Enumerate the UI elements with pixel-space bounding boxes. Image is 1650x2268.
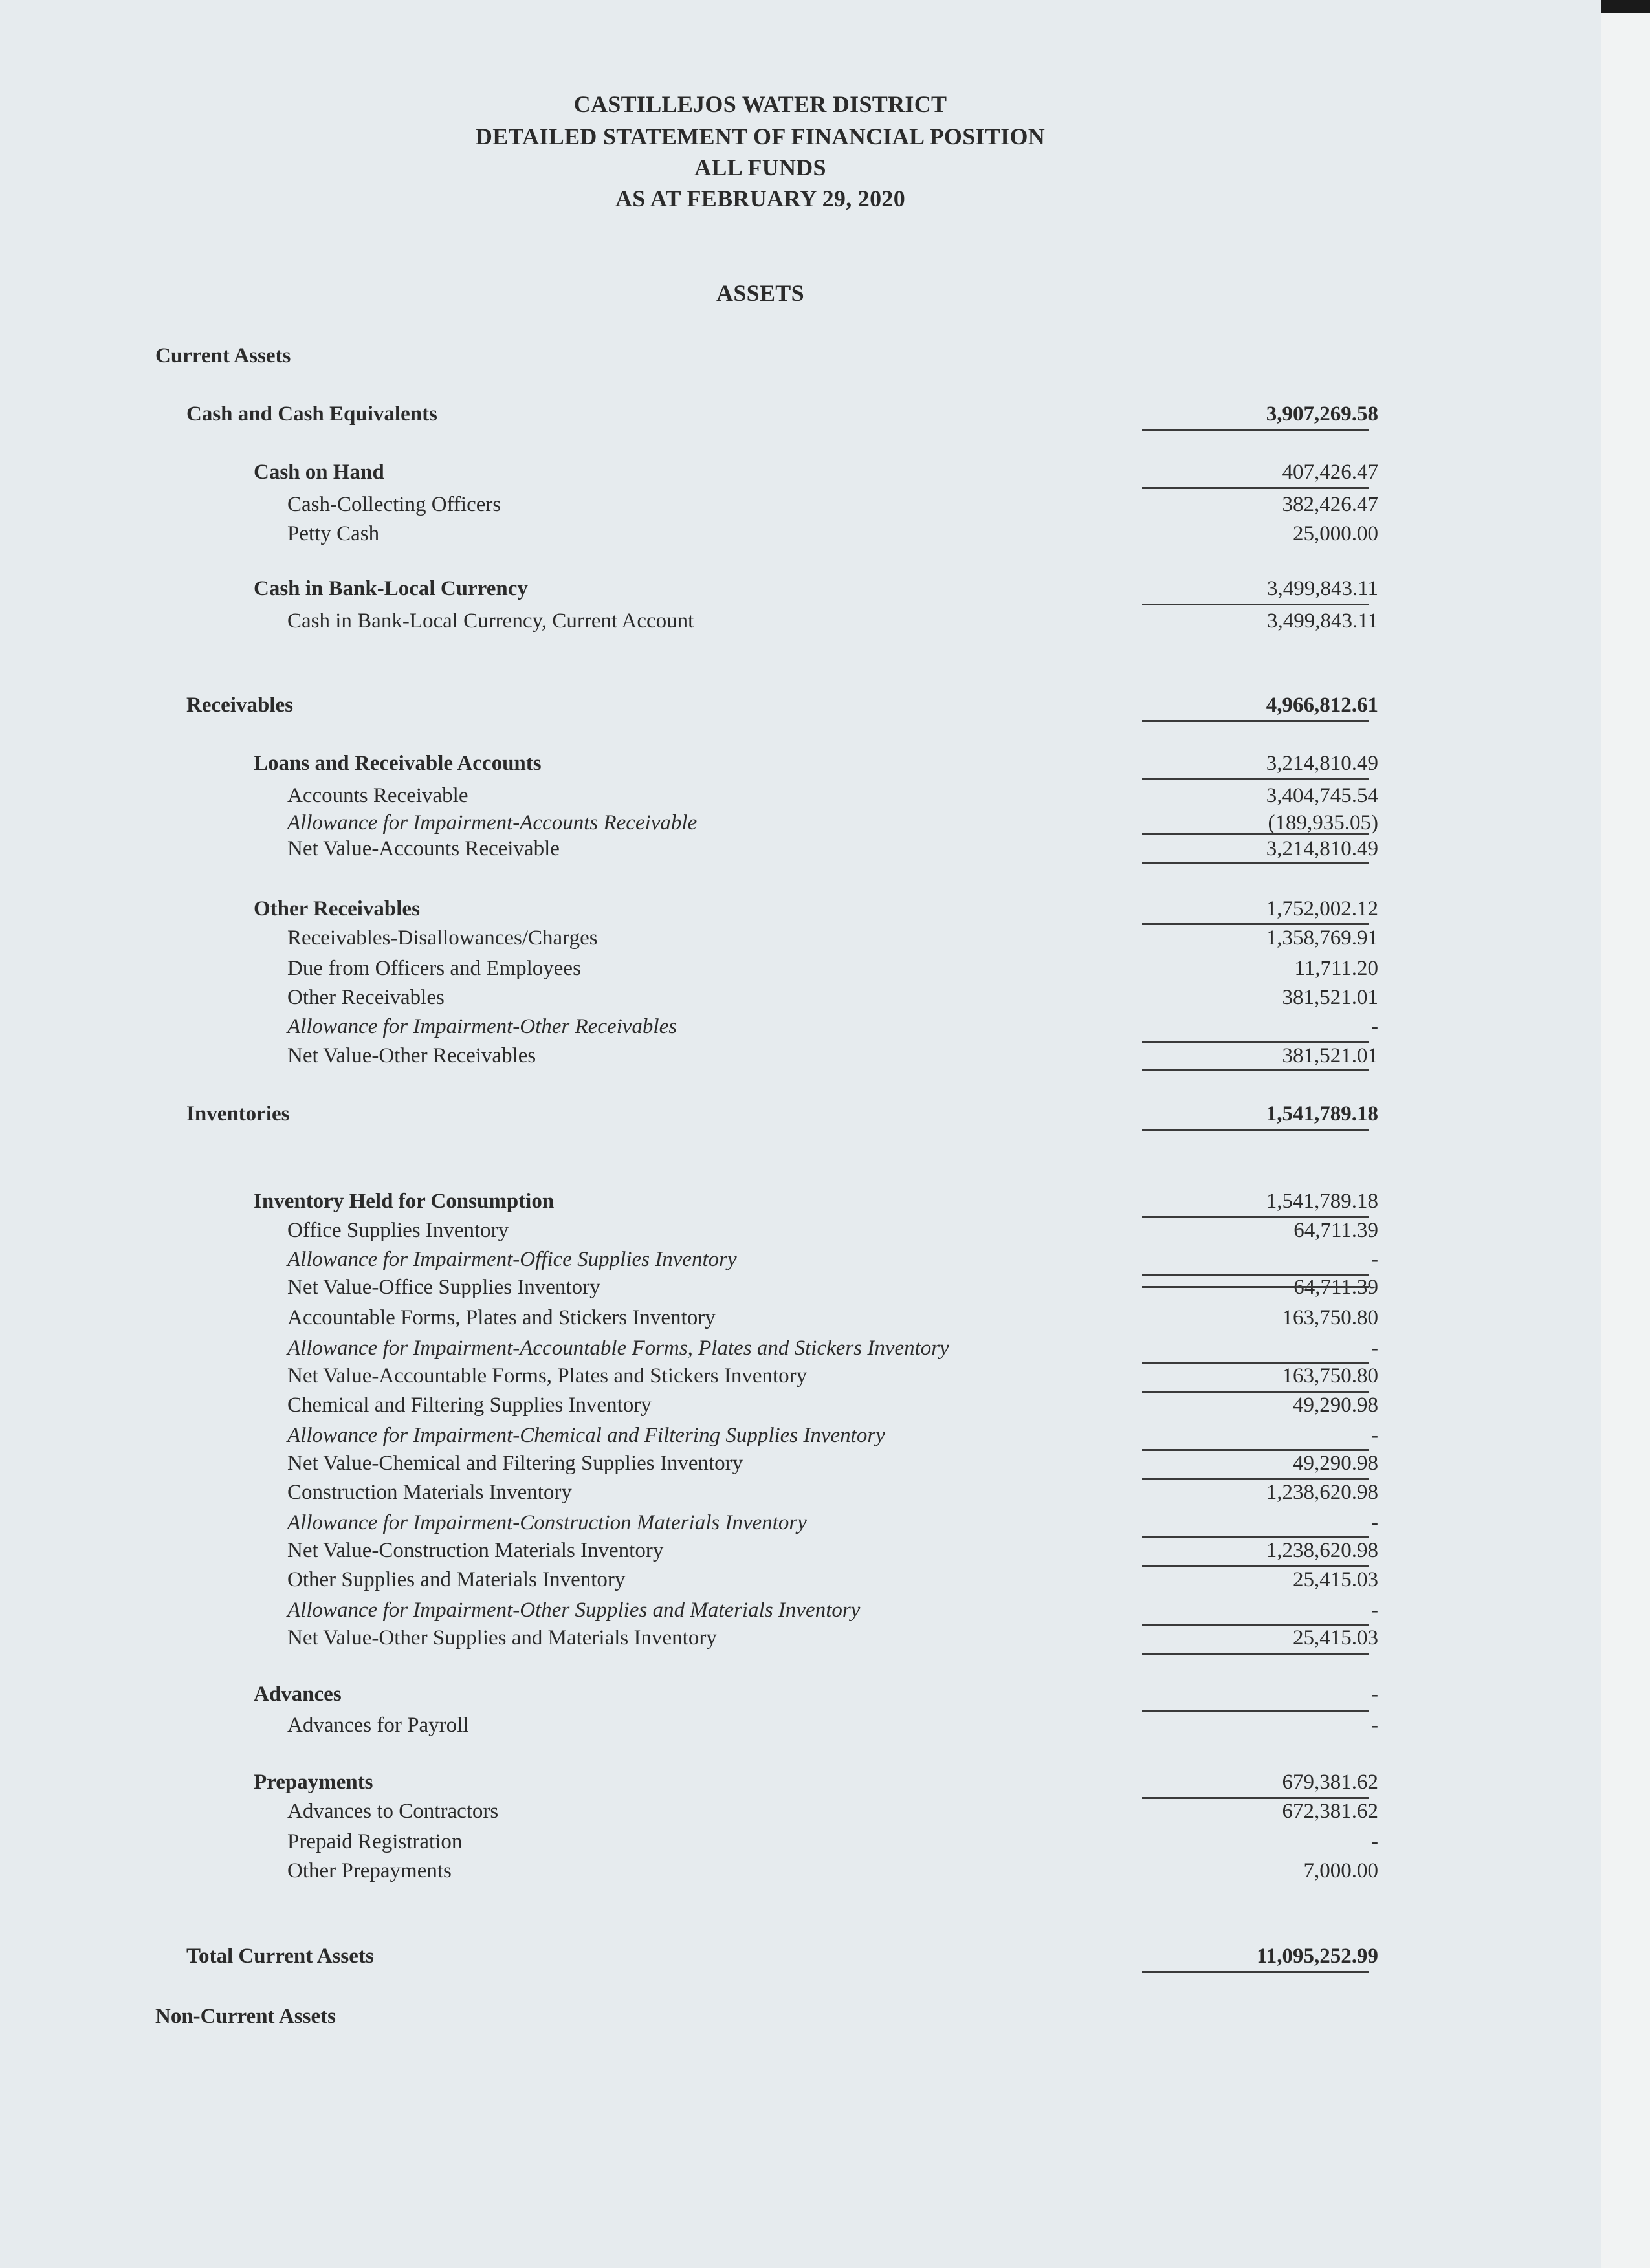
underline-rule xyxy=(1142,1274,1369,1276)
statement-row xyxy=(0,1449,1378,1477)
statement-row xyxy=(0,342,1378,370)
underline-rule xyxy=(1142,720,1369,722)
line-item-label: Cash-Collecting Officers xyxy=(287,493,501,516)
underline-rule xyxy=(1142,1565,1369,1567)
line-item-label: Current Assets xyxy=(155,344,291,367)
line-item-label: Prepaid Registration xyxy=(287,1830,463,1853)
underline-rule xyxy=(1142,778,1369,780)
line-item-amount: - xyxy=(1371,1015,1378,1038)
line-item-label: Net Value-Accountable Forms, Plates and Stickers Inventory xyxy=(287,1364,808,1388)
line-item-amount: 11,095,252.99 xyxy=(1257,1945,1378,1968)
statement-row xyxy=(0,749,1378,778)
line-item-label: Chemical and Filtering Supplies Inventory xyxy=(287,1393,652,1417)
statement-row xyxy=(0,895,1378,923)
line-item-amount: - xyxy=(1371,1714,1378,1737)
scanner-shadow xyxy=(1601,0,1650,13)
statement-row xyxy=(0,1624,1378,1652)
line-item-amount: 3,404,745.54 xyxy=(1266,784,1378,807)
line-item-amount: 49,290.98 xyxy=(1293,1393,1378,1417)
statement-row xyxy=(0,983,1378,1012)
statement-row xyxy=(0,1942,1378,1970)
line-item-label: Petty Cash xyxy=(287,522,380,545)
line-item-label: Cash and Cash Equivalents xyxy=(186,402,437,426)
underline-rule xyxy=(1142,429,1369,431)
line-item-amount: 1,358,769.91 xyxy=(1266,926,1378,950)
statement-row xyxy=(0,1334,1378,1362)
line-item-label: Other Prepayments xyxy=(287,1859,452,1882)
statement-row xyxy=(0,1857,1378,1885)
line-item-label: Allowance for Impairment-Other Supplies and Materials Inventory xyxy=(287,1598,861,1622)
underline-rule xyxy=(1142,1041,1369,1043)
statement-row xyxy=(0,1421,1378,1450)
underline-rule xyxy=(1142,1069,1369,1071)
line-item-label: Net Value-Office Supplies Inventory xyxy=(287,1276,600,1299)
line-item-amount: 1,238,620.98 xyxy=(1266,1539,1378,1562)
underline-rule xyxy=(1142,1216,1369,1218)
line-item-amount: 163,750.80 xyxy=(1282,1306,1378,1329)
statement-row xyxy=(0,1245,1378,1274)
line-item-label: Total Current Assets xyxy=(186,1945,374,1968)
line-item-amount: - xyxy=(1371,1248,1378,1271)
line-item-label: Other Receivables xyxy=(254,897,420,921)
line-item-label: Construction Materials Inventory xyxy=(287,1481,572,1504)
line-item-label: Net Value-Accounts Receivable xyxy=(287,837,560,860)
line-item-label: Net Value-Other Supplies and Materials Inventory xyxy=(287,1626,717,1650)
page-edge xyxy=(1601,0,1650,2268)
line-item-amount: 381,521.01 xyxy=(1282,1044,1378,1067)
underline-rule xyxy=(1142,604,1369,605)
statement-row xyxy=(0,1100,1378,1128)
statement-row xyxy=(0,1012,1378,1041)
statement-title: DETAILED STATEMENT OF FINANCIAL POSITION xyxy=(475,124,1046,149)
line-item-amount: 11,711.20 xyxy=(1294,957,1378,980)
statement-row xyxy=(0,1768,1378,1796)
line-item-label: Advances xyxy=(254,1683,342,1706)
underline-rule xyxy=(1142,862,1369,864)
line-item-amount: 381,521.01 xyxy=(1282,986,1378,1009)
underline-rule xyxy=(1142,1710,1369,1712)
statement-row xyxy=(0,1478,1378,1507)
statement-row xyxy=(0,1711,1378,1739)
line-item-label: Cash on Hand xyxy=(254,461,384,484)
line-item-label: Net Value-Other Receivables xyxy=(287,1044,536,1067)
line-item-amount: 3,499,843.11 xyxy=(1266,577,1378,600)
line-item-amount: 25,415.03 xyxy=(1293,1568,1378,1591)
statement-row xyxy=(0,1187,1378,1216)
line-item-label: Advances for Payroll xyxy=(287,1714,469,1737)
underline-rule xyxy=(1142,487,1369,489)
line-item-label: Due from Officers and Employees xyxy=(287,957,581,980)
line-item-label: Other Supplies and Materials Inventory xyxy=(287,1568,626,1591)
statement-date: AS AT FEBRUARY 29, 2020 xyxy=(615,186,906,212)
line-item-amount: 1,541,789.18 xyxy=(1266,1102,1378,1126)
line-item-label: Receivables-Disallowances/Charges xyxy=(287,926,598,950)
statement-row xyxy=(0,2002,1378,2031)
statement-row xyxy=(0,781,1378,810)
underline-rule xyxy=(1142,923,1369,925)
statement-row xyxy=(0,834,1378,863)
line-item-label: Cash in Bank-Local Currency xyxy=(254,577,528,600)
line-item-amount: 4,966,812.61 xyxy=(1266,693,1378,717)
statement-row xyxy=(0,1565,1378,1594)
line-item-amount: 1,752,002.12 xyxy=(1266,897,1378,921)
line-item-label: Loans and Receivable Accounts xyxy=(254,752,542,775)
line-item-label: Advances to Contractors xyxy=(287,1800,499,1823)
statement-row xyxy=(0,490,1378,519)
line-item-amount: (189,935.05) xyxy=(1268,811,1378,834)
line-item-label: Net Value-Construction Materials Inventory xyxy=(287,1539,664,1562)
line-item-amount: 679,381.62 xyxy=(1282,1771,1378,1794)
statement-row xyxy=(0,458,1378,486)
line-item-amount: 163,750.80 xyxy=(1282,1364,1378,1388)
statement-row xyxy=(0,1509,1378,1537)
underline-rule xyxy=(1142,1391,1369,1393)
entity-name: CASTILLEJOS WATER DISTRICT xyxy=(573,91,947,117)
line-item-amount: - xyxy=(1371,1424,1378,1447)
statement-row xyxy=(0,574,1378,603)
line-item-amount: 49,290.98 xyxy=(1293,1452,1378,1475)
line-item-label: Allowance for Impairment-Construction Materials Inventory xyxy=(287,1511,807,1534)
line-item-amount: - xyxy=(1371,1511,1378,1534)
underline-rule xyxy=(1142,1971,1369,1973)
underline-rule xyxy=(1142,833,1369,835)
statement-row xyxy=(0,1303,1378,1332)
underline-rule xyxy=(1142,1653,1369,1655)
underline-rule xyxy=(1142,1797,1369,1799)
line-item-amount: 3,214,810.49 xyxy=(1266,752,1378,775)
line-item-amount: 3,907,269.58 xyxy=(1266,402,1378,426)
line-item-label: Allowance for Impairment-Accounts Receivable xyxy=(287,811,698,834)
statement-row xyxy=(0,954,1378,983)
underline-rule xyxy=(1142,1624,1369,1626)
statement-row xyxy=(0,1827,1378,1856)
statement-row xyxy=(0,1216,1378,1245)
line-item-amount: - xyxy=(1371,1683,1378,1706)
statement-row xyxy=(0,924,1378,952)
line-item-label: Prepayments xyxy=(254,1771,373,1794)
statement-row xyxy=(0,691,1378,719)
line-item-label: Accounts Receivable xyxy=(287,784,468,807)
line-item-amount: 64,711.39 xyxy=(1293,1219,1378,1242)
underline-rule xyxy=(1142,1478,1369,1480)
statement-row xyxy=(0,1596,1378,1624)
line-item-label: Non-Current Assets xyxy=(155,2005,336,2028)
line-item-amount: 3,214,810.49 xyxy=(1266,837,1378,860)
line-item-label: Cash in Bank-Local Currency, Current Account xyxy=(287,609,694,633)
line-item-amount: 1,238,620.98 xyxy=(1266,1481,1378,1504)
underline-rule xyxy=(1142,1449,1369,1451)
statement-row xyxy=(0,1362,1378,1390)
line-item-amount: 382,426.47 xyxy=(1282,493,1378,516)
line-item-label: Accountable Forms, Plates and Stickers Inventory xyxy=(287,1306,716,1329)
line-item-amount: 672,381.62 xyxy=(1282,1800,1378,1823)
statement-row xyxy=(0,1797,1378,1826)
line-item-amount: 407,426.47 xyxy=(1282,461,1378,484)
statement-row xyxy=(0,1536,1378,1565)
line-item-amount: - xyxy=(1371,1598,1378,1622)
funds-label: ALL FUNDS xyxy=(694,155,826,180)
line-item-label: Office Supplies Inventory xyxy=(287,1219,509,1242)
underline-rule xyxy=(1142,1536,1369,1538)
statement-row xyxy=(0,607,1378,635)
line-item-label: Allowance for Impairment-Other Receivables xyxy=(287,1015,677,1038)
line-item-amount: 25,415.03 xyxy=(1293,1626,1378,1650)
statement-row xyxy=(0,400,1378,428)
underline-rule xyxy=(1142,1286,1369,1288)
line-item-label: Net Value-Chemical and Filtering Supplies Inventory xyxy=(287,1452,743,1475)
line-item-amount: 7,000.00 xyxy=(1303,1859,1378,1882)
statement-row xyxy=(0,1391,1378,1419)
section-title: ASSETS xyxy=(716,280,804,306)
underline-rule xyxy=(1142,1362,1369,1364)
line-item-label: Allowance for Impairment-Office Supplies Inventory xyxy=(287,1248,737,1271)
statement-row xyxy=(0,1041,1378,1070)
line-item-amount: - xyxy=(1371,1830,1378,1853)
line-item-label: Inventories xyxy=(186,1102,290,1126)
line-item-label: Other Receivables xyxy=(287,986,445,1009)
line-item-amount: 64,711.39 xyxy=(1293,1276,1378,1299)
line-item-amount: - xyxy=(1371,1336,1378,1360)
statement-row xyxy=(0,519,1378,548)
line-item-amount: 1,541,789.18 xyxy=(1266,1190,1378,1213)
statement-row xyxy=(0,1680,1378,1708)
line-item-amount: 25,000.00 xyxy=(1293,522,1378,545)
line-item-label: Inventory Held for Consumption xyxy=(254,1190,555,1213)
line-item-label: Allowance for Impairment-Accountable Forms, Plates and Stickers Inventory xyxy=(287,1336,949,1360)
line-item-amount: 3,499,843.11 xyxy=(1266,609,1378,633)
line-item-label: Receivables xyxy=(186,693,293,717)
line-item-label: Allowance for Impairment-Chemical and Filtering Supplies Inventory xyxy=(287,1424,885,1447)
underline-rule xyxy=(1142,1129,1369,1131)
